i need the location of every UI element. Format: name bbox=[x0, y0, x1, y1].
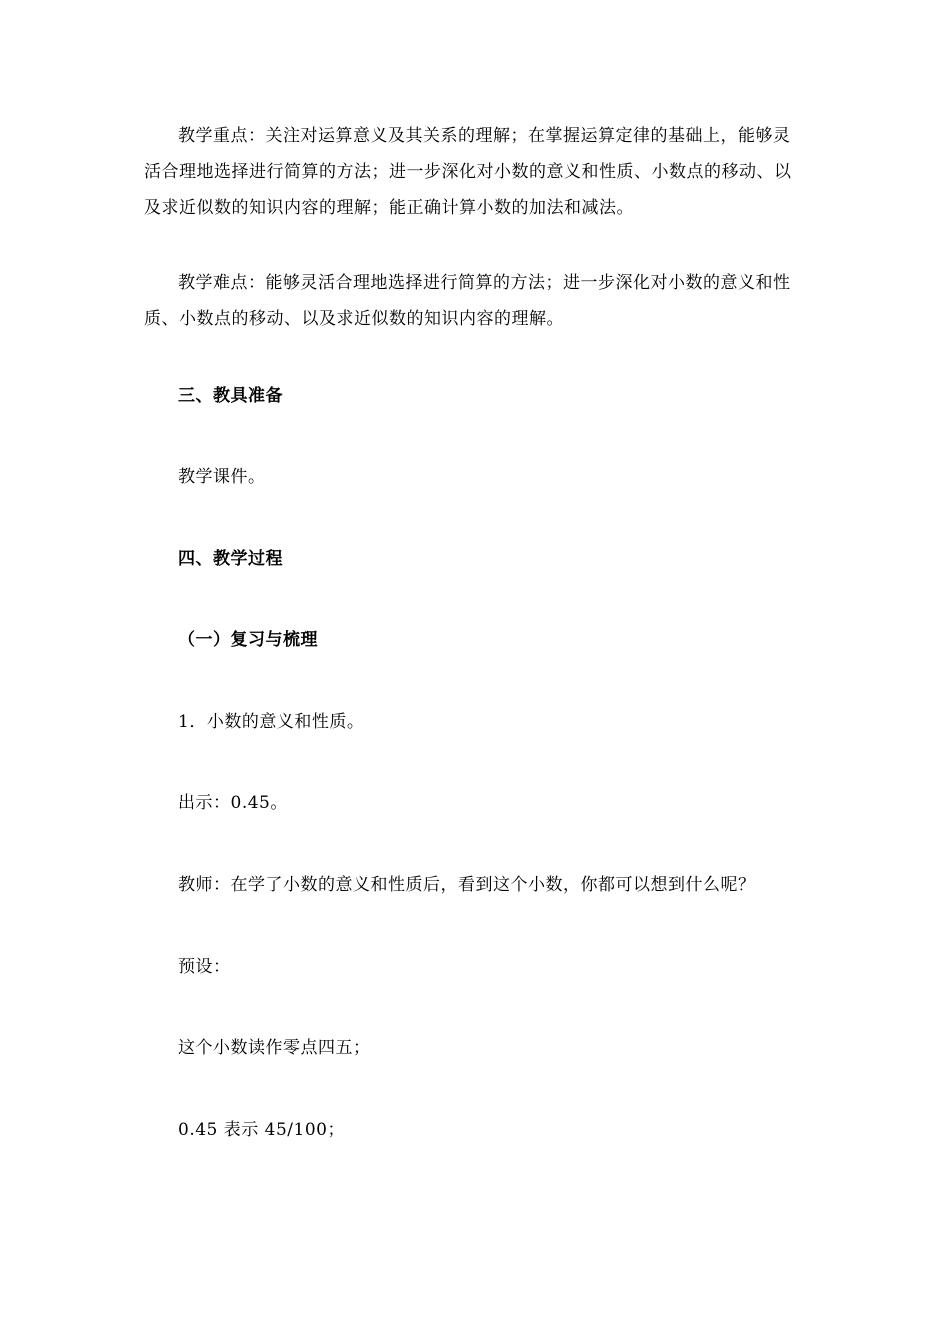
section-heading-teaching-process: 四、教学过程 bbox=[178, 549, 283, 569]
section-heading-teaching-aids: 三、教具准备 bbox=[178, 386, 283, 406]
item-decimal-meaning: 1．小数的意义和性质。 bbox=[178, 712, 365, 732]
teaching-aids-text: 教学课件。 bbox=[178, 467, 266, 487]
subsection-heading-review: （一）复习与梳理 bbox=[178, 630, 318, 650]
difficult-points-paragraph: 教学难点：能够灵活合理地选择进行简算的方法；进一步深化对小数的意义和性质、小数点的移动、以及求近似数的知识内容的理解。 bbox=[144, 273, 791, 329]
teacher-question: 教师：在学了小数的意义和性质后，看到这个小数，你都可以想到什么呢？ bbox=[178, 875, 756, 895]
show-text: 出示：0.45。 bbox=[178, 793, 288, 813]
preset-label: 预设： bbox=[178, 957, 231, 977]
answer-reading: 这个小数读作零点四五； bbox=[178, 1038, 371, 1058]
key-points-paragraph: 教学重点：关注对运算意义及其关系的理解；在掌握运算定律的基础上，能够灵活合理地选择进行简算的方法；进一步深化对小数的意义和性质、小数点的移动、以及求近似数的知识内容的理解；能正确计算小数的加法和减法。 bbox=[144, 126, 792, 218]
answer-meaning: 0.45 表示 45/100； bbox=[178, 1120, 345, 1140]
